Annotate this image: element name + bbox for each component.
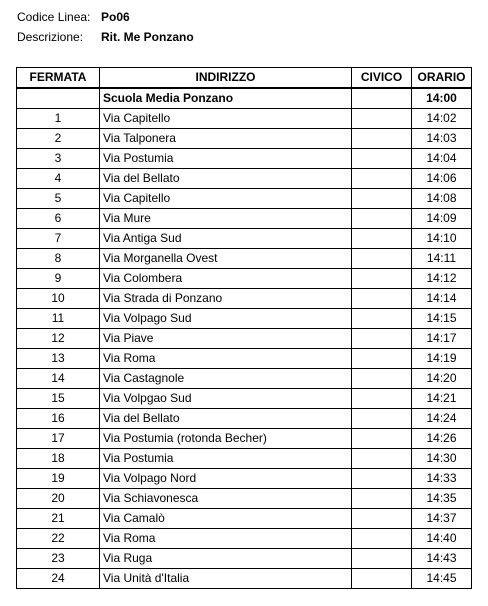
cell-civico (352, 569, 412, 589)
cell-civico (352, 289, 412, 309)
timetable (16, 67, 472, 589)
table-header-row (17, 68, 472, 89)
table-row (17, 189, 472, 209)
table-row (17, 389, 472, 409)
table-row (17, 109, 472, 129)
cell-orario: 14:19 (412, 349, 472, 369)
table-row (17, 369, 472, 389)
cell-indirizzo: Via Roma (100, 529, 352, 549)
cell-fermata: 2 (17, 129, 100, 149)
cell-fermata: 12 (17, 329, 100, 349)
cell-civico (352, 529, 412, 549)
cell-orario: 14:15 (412, 309, 472, 329)
cell-fermata: 10 (17, 289, 100, 309)
cell-fermata: 17 (17, 429, 100, 449)
cell-civico (352, 509, 412, 529)
cell-civico (352, 129, 412, 149)
cell-indirizzo: Via Piave (100, 329, 352, 349)
cell-civico (352, 88, 412, 109)
cell-indirizzo: Via Strada di Ponzano (100, 289, 352, 309)
cell-civico (352, 409, 412, 429)
cell-civico (352, 229, 412, 249)
cell-fermata: 1 (17, 109, 100, 129)
cell-fermata: 13 (17, 349, 100, 369)
cell-fermata: 4 (17, 169, 100, 189)
cell-indirizzo: Via Postumia (rotonda Becher) (100, 429, 352, 449)
cell-indirizzo: Scuola Media Ponzano (100, 88, 352, 109)
cell-civico (352, 489, 412, 509)
cell-civico (352, 149, 412, 169)
cell-orario: 14:20 (412, 369, 472, 389)
cell-orario: 14:08 (412, 189, 472, 209)
cell-civico (352, 169, 412, 189)
cell-fermata: 20 (17, 489, 100, 509)
cell-civico (352, 469, 412, 489)
cell-fermata: 14 (17, 369, 100, 389)
cell-orario: 14:09 (412, 209, 472, 229)
cell-indirizzo: Via Talponera (100, 129, 352, 149)
column-header-civico: CIVICO (352, 68, 412, 89)
cell-fermata: 24 (17, 569, 100, 589)
descrizione-value: Rit. Me Ponzano (101, 30, 194, 44)
column-header-indirizzo: INDIRIZZO (100, 68, 352, 89)
cell-fermata: 8 (17, 249, 100, 269)
cell-civico (352, 189, 412, 209)
cell-fermata: 3 (17, 149, 100, 169)
cell-indirizzo: Via Camalò (100, 509, 352, 529)
cell-indirizzo: Via Colombera (100, 269, 352, 289)
table-row (17, 549, 472, 569)
cell-civico (352, 269, 412, 289)
table-row (17, 88, 472, 109)
cell-civico (352, 109, 412, 129)
cell-fermata: 18 (17, 449, 100, 469)
cell-orario: 14:10 (412, 229, 472, 249)
cell-fermata (17, 88, 100, 109)
cell-orario: 14:24 (412, 409, 472, 429)
cell-civico (352, 209, 412, 229)
cell-civico (352, 449, 412, 469)
cell-indirizzo: Via Volpgao Sud (100, 389, 352, 409)
table-row (17, 429, 472, 449)
column-header-orario: ORARIO (412, 68, 472, 89)
cell-fermata: 22 (17, 529, 100, 549)
table-row (17, 569, 472, 589)
cell-indirizzo: Via Roma (100, 349, 352, 369)
cell-orario: 14:40 (412, 529, 472, 549)
cell-orario: 14:12 (412, 269, 472, 289)
table-row (17, 529, 472, 549)
cell-fermata: 9 (17, 269, 100, 289)
cell-orario: 14:21 (412, 389, 472, 409)
cell-orario: 14:14 (412, 289, 472, 309)
table-row (17, 149, 472, 169)
cell-orario: 14:33 (412, 469, 472, 489)
cell-indirizzo: Via Unità d'Italia (100, 569, 352, 589)
cell-civico (352, 549, 412, 569)
cell-civico (352, 369, 412, 389)
cell-indirizzo: Via Capitello (100, 109, 352, 129)
cell-orario: 14:00 (412, 88, 472, 109)
cell-orario: 14:04 (412, 149, 472, 169)
cell-civico (352, 349, 412, 369)
cell-orario: 14:35 (412, 489, 472, 509)
cell-fermata: 15 (17, 389, 100, 409)
cell-orario: 14:45 (412, 569, 472, 589)
cell-fermata: 19 (17, 469, 100, 489)
table-row (17, 409, 472, 429)
cell-fermata: 6 (17, 209, 100, 229)
table-row (17, 289, 472, 309)
descrizione-label: Descrizione: (17, 30, 84, 44)
cell-fermata: 16 (17, 409, 100, 429)
table-row (17, 129, 472, 149)
cell-fermata: 5 (17, 189, 100, 209)
table-row (17, 489, 472, 509)
cell-indirizzo: Via Volpago Nord (100, 469, 352, 489)
cell-orario: 14:03 (412, 129, 472, 149)
cell-indirizzo: Via del Bellato (100, 169, 352, 189)
timetable-body (17, 88, 472, 589)
cell-indirizzo: Via del Bellato (100, 409, 352, 429)
cell-indirizzo: Via Mure (100, 209, 352, 229)
column-header-fermata: FERMATA (17, 68, 100, 89)
cell-indirizzo: Via Volpago Sud (100, 309, 352, 329)
cell-indirizzo: Via Castagnole (100, 369, 352, 389)
cell-indirizzo: Via Ruga (100, 549, 352, 569)
table-row (17, 329, 472, 349)
cell-indirizzo: Via Postumia (100, 149, 352, 169)
cell-orario: 14:43 (412, 549, 472, 569)
cell-indirizzo: Via Schiavonesca (100, 489, 352, 509)
cell-orario: 14:02 (412, 109, 472, 129)
cell-indirizzo: Via Capitello (100, 189, 352, 209)
cell-civico (352, 329, 412, 349)
cell-orario: 14:26 (412, 429, 472, 449)
cell-orario: 14:37 (412, 509, 472, 529)
cell-civico (352, 309, 412, 329)
table-row (17, 449, 472, 469)
cell-orario: 14:17 (412, 329, 472, 349)
codice-linea-value: Po06 (101, 10, 130, 24)
cell-orario: 14:06 (412, 169, 472, 189)
table-row (17, 249, 472, 269)
table-row (17, 469, 472, 489)
cell-orario: 14:11 (412, 249, 472, 269)
table-row (17, 309, 472, 329)
codice-linea-label: Codice Linea: (17, 10, 91, 24)
table-row (17, 509, 472, 529)
table-row (17, 169, 472, 189)
table-row (17, 209, 472, 229)
cell-fermata: 23 (17, 549, 100, 569)
cell-fermata: 11 (17, 309, 100, 329)
cell-civico (352, 249, 412, 269)
cell-indirizzo: Via Antiga Sud (100, 229, 352, 249)
cell-indirizzo: Via Postumia (100, 449, 352, 469)
cell-fermata: 7 (17, 229, 100, 249)
cell-orario: 14:30 (412, 449, 472, 469)
cell-indirizzo: Via Morganella Ovest (100, 249, 352, 269)
table-row (17, 349, 472, 369)
table-row (17, 269, 472, 289)
cell-fermata: 21 (17, 509, 100, 529)
cell-civico (352, 389, 412, 409)
cell-civico (352, 429, 412, 449)
table-row (17, 229, 472, 249)
